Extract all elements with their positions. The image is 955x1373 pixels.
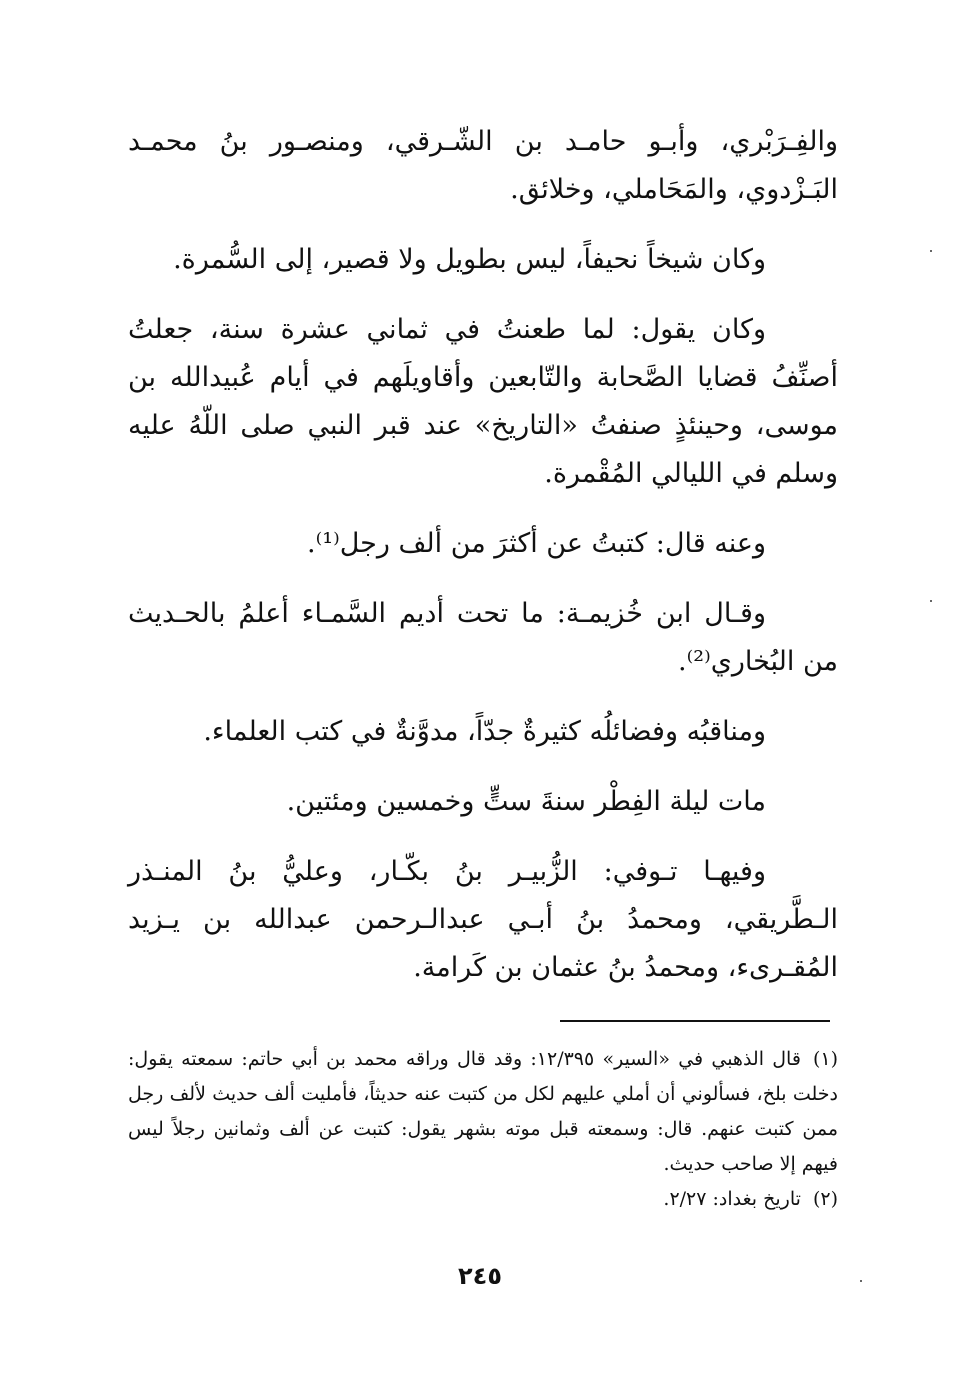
paragraph-5: وقـال ابن خُزيمـة: ما تحت أديم السَّمـاء أعلمُ بالحـديث من البُخاري⁽²⁾.: [128, 598, 838, 677]
paragraph-8: وفيهـا تـوفي: الزُّبيـر بنُ بكّـار، وعليُّ بنُ المنـذر الـطَّريقي، ومحمدُ بنُ أبـي عبدالـرحمن عبدالله بن يـزيد المُقـرىء، ومحمدُ بنُ عثمان بن كَرامة.: [128, 856, 838, 983]
footnote-text: قال الذهبي في «السير» ١٢/٣٩٥: وقد قال وراقه محمد بن أبي حاتم: سمعته يقول: دخلت بلخ، فسألوني أن أملي عليهم لكل من كتبت عنه حديثاً، فأمليت ألف حديث لألف رجل ممن كتبت عنهم. قال: وسمعته قبل موته بشهر يقول: كتبت عن ألف وثمانين رجلاً ليس فيهم إلا صاحب حديث.: [128, 1048, 838, 1175]
footnote-number: (١): [812, 1048, 838, 1070]
paragraph-1: والفِـرَبْري، وأبـو حامـد بن الشّـرقي، ومنصـور بنُ محمـد البَـزْدوي، والمَحَاملي، وخلائق.: [128, 126, 838, 205]
main-text: [128, 118, 838, 1014]
page-number: ٢٤٥: [458, 1262, 502, 1290]
paragraph-3: وكان يقول: لما طعنتُ في ثماني عشرة سنة، جعلتُ أصنِّفُ قضايا الصَّحابة والتّابعين وأقاويلَهم في أيام عُبيدالله بن موسى، وحينئذٍ صنفتُ «التاريخ» عند قبر النبي صلى اللّهُ عليه وسلم في الليالي المُقْمرة.: [128, 314, 838, 489]
scan-speck: [860, 1280, 862, 1282]
scan-speck: [930, 600, 932, 602]
paragraph-2: وكان شيخاً نحيفاً، ليس بطويل ولا قصير، إلى السُّمرة.: [173, 244, 766, 275]
footnote-divider: [560, 1020, 830, 1022]
footnote-text: تاريخ بغداد: ٢/٢٧.: [663, 1188, 801, 1210]
paragraph-4: وعنه قال: كتبتُ عن أكثرَ من ألف رجل⁽¹⁾.: [307, 528, 766, 559]
footnotes: [128, 1042, 838, 1217]
scan-speck: [930, 250, 932, 252]
footnote-number: (٢): [812, 1188, 838, 1210]
paragraph-7: مات ليلة الفِطْر سنةَ ستٍّ وخمسين ومئتين.: [286, 786, 766, 817]
footnote-1: [128, 1042, 838, 1182]
paragraph-6: ومناقبُه وفضائلُه كثيرةٌ جدّاً، مدوَّنةٌ في كتب العلماء.: [203, 716, 766, 747]
footnote-2: [128, 1182, 838, 1217]
